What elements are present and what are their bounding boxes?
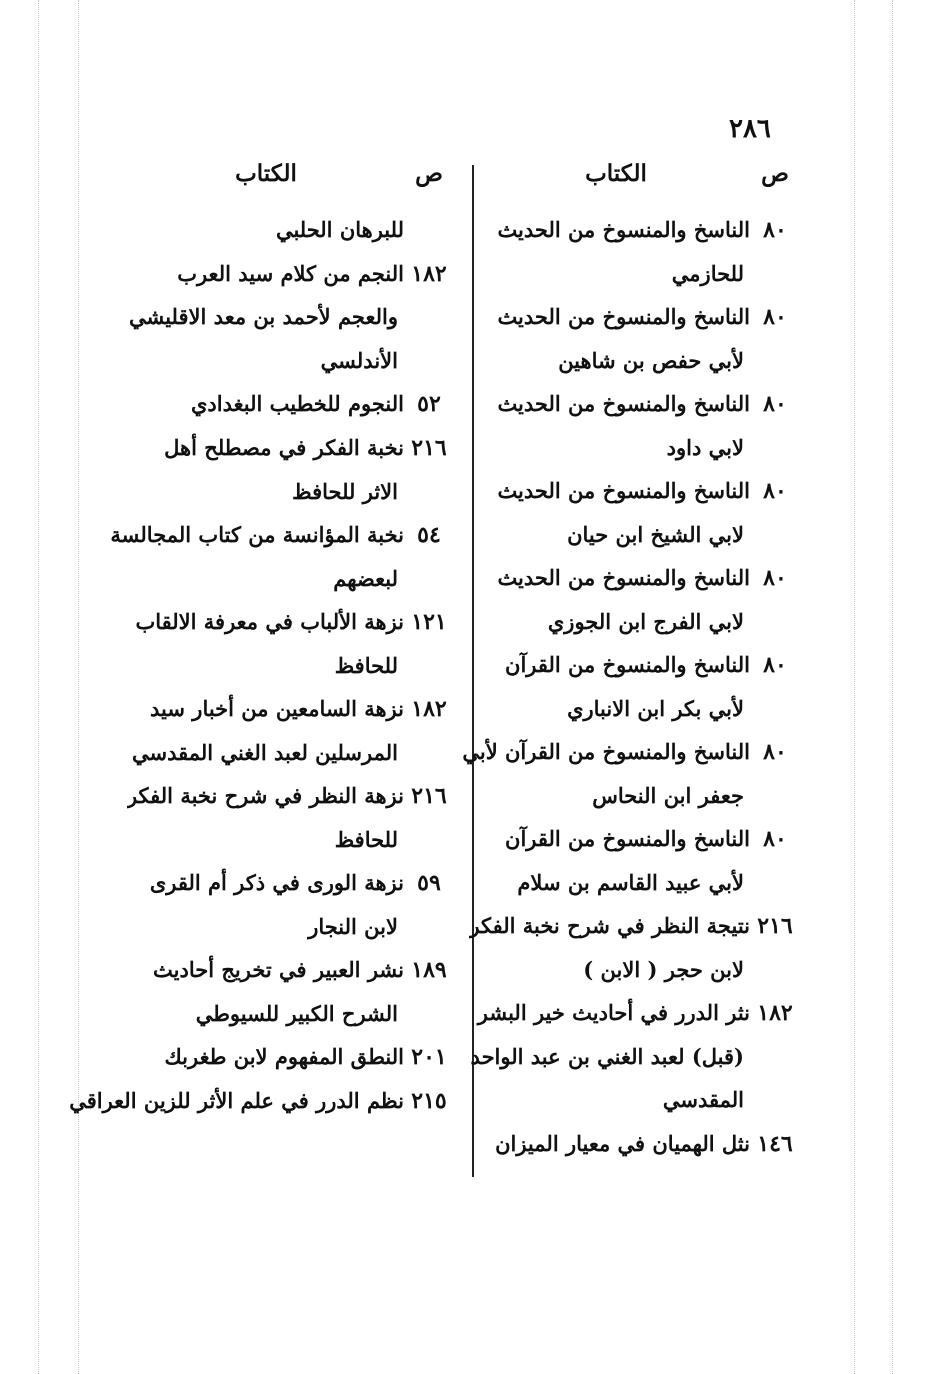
entry-title-line: الناسخ والمنسوخ من القرآن	[505, 826, 750, 851]
index-entry	[482, 208, 800, 295]
entry-title-line: لبعضهم	[333, 565, 398, 591]
entry-title	[482, 382, 750, 469]
entry-title-line: الأندلسي	[320, 347, 398, 373]
entry-title-line: الناسخ والمنسوخ من الحديث	[497, 565, 750, 590]
entry-title-line: نثر الدرر في أحاديث خير البشر	[477, 1000, 750, 1025]
scan-dotted-line	[38, 0, 39, 1374]
entry-title-line: لأبي عبيد القاسم بن سلام	[517, 869, 744, 895]
scan-dotted-line	[892, 0, 893, 1374]
entry-page-number: ٨٠	[763, 478, 787, 504]
entry-page-number: ١٨٩	[411, 957, 447, 983]
entry-title-line: المرسلين لعبد الغني المقدسي	[132, 739, 398, 765]
entry-title-line: النطق المفهوم لابن طغربك	[164, 1044, 404, 1069]
index-entry	[128, 252, 454, 383]
entry-title-line: الناسخ والمنسوخ من القرآن لأبي	[462, 739, 750, 764]
left-entries	[69, 208, 454, 1123]
entry-page-number: ٢١٦	[411, 783, 447, 809]
entry-title	[482, 208, 750, 295]
index-entry	[482, 817, 800, 904]
entry-title	[128, 687, 404, 774]
entry-title	[128, 426, 404, 513]
entry-title	[128, 948, 404, 1035]
entry-title-line: المقدسي	[662, 1087, 744, 1112]
index-entry	[469, 904, 800, 991]
entry-title-line: النجم من كلام سيد العرب	[177, 260, 404, 286]
index-entry	[128, 948, 454, 1035]
entry-title-line: نزهة الألباب في معرفة الالقاب	[135, 609, 404, 634]
page-number: ٢٨٦	[729, 114, 771, 144]
entry-title	[128, 382, 404, 426]
entry-title-line: نزهة الورى في ذكر أم القرى	[149, 870, 404, 895]
entry-title	[128, 252, 404, 383]
entry-title	[482, 469, 750, 556]
page-header: ص	[415, 160, 443, 187]
entry-page-number: ٢١٦	[757, 913, 793, 939]
index-entry	[128, 774, 454, 861]
right-entries	[462, 208, 800, 1166]
entry-page-number: ٨٠	[763, 304, 787, 330]
index-entry	[69, 1079, 454, 1123]
index-entry	[482, 643, 800, 730]
index-entry	[128, 382, 454, 426]
index-entry	[482, 469, 800, 556]
left-column	[69, 160, 454, 1123]
entry-title-line: نزهة النظر في شرح نخبة الفكر	[126, 783, 404, 808]
right-column-header	[482, 160, 800, 208]
entry-title	[482, 556, 750, 643]
entry-page-number: ٥٢	[417, 391, 441, 417]
entry-page-number: ٥٤	[417, 522, 441, 548]
entry-title-line: للحافظ	[334, 652, 398, 678]
entry-title-line: جعفر ابن النحاس	[592, 782, 744, 808]
entry-title-line: لابي الفرج ابن الجوزي	[547, 608, 744, 634]
scan-dotted-line	[78, 0, 79, 1374]
index-entry	[128, 426, 454, 513]
index-entry	[128, 208, 454, 252]
entry-title-line: لابي داود	[666, 434, 744, 460]
entry-title	[469, 904, 750, 991]
left-column-header	[128, 160, 454, 208]
index-entry	[482, 556, 800, 643]
entry-title-line: (قبل) لعبد الغني بن عبد الواحد	[470, 1043, 744, 1069]
entry-page-number: ٨٠	[763, 565, 787, 591]
index-entry	[482, 382, 800, 469]
entry-title	[462, 730, 750, 817]
index-entry	[128, 861, 454, 948]
entry-title-line: نتيجة النظر في شرح نخبة الفكر	[469, 913, 750, 938]
entry-title-line: لأبي بكر ابن الانباري	[567, 695, 744, 721]
entry-title-line: نخبة المؤانسة من كتاب المجالسة	[110, 522, 404, 547]
entry-title-line: لابن النجار	[308, 913, 398, 939]
entry-page-number: ٨٠	[763, 826, 787, 852]
entry-title	[471, 991, 750, 1122]
entry-page-number: ٨٠	[763, 739, 787, 765]
entry-page-number: ١٨٢	[757, 1000, 793, 1026]
page-header: ص	[761, 160, 789, 187]
entry-title-line: للحافظ	[334, 826, 398, 852]
entry-title-line: لابي الشيخ ابن حيان	[567, 521, 744, 547]
index-entry	[482, 295, 800, 382]
scan-dotted-line	[854, 0, 855, 1374]
entry-page-number: ٨٠	[763, 391, 787, 417]
entry-title-line: للحازمي	[671, 260, 744, 286]
entry-title	[128, 600, 404, 687]
entry-title-line: الاثر للحافظ	[292, 478, 398, 504]
entry-title	[69, 1079, 404, 1123]
entry-title-line: الناسخ والمنسوخ من الحديث	[497, 304, 750, 329]
entry-title-line: نظم الدرر في علم الأثر للزين العراقي	[69, 1088, 404, 1113]
entry-page-number: ٢١٦	[411, 435, 447, 461]
index-entry	[462, 730, 800, 817]
entry-title-line: الشرح الكبير للسيوطي	[195, 1000, 398, 1026]
entry-page-number: ٢١٥	[411, 1088, 447, 1114]
entry-page-number: ٢٠١	[411, 1044, 447, 1070]
entry-title-line: والعجم لأحمد بن معد الاقليشي	[128, 304, 398, 329]
title-header: الكتاب	[235, 160, 297, 187]
entry-title-line: نشر العبير في تخريج أحاديث	[153, 957, 404, 982]
entry-title-line: لأبي حفص بن شاهين	[558, 347, 744, 373]
entry-title-line: الناسخ والمنسوخ من الحديث	[497, 217, 750, 242]
right-column	[462, 160, 800, 1166]
title-header: الكتاب	[585, 160, 647, 187]
entry-page-number: ٥٩	[417, 870, 441, 896]
entry-title	[482, 643, 750, 730]
index-entry	[482, 1122, 800, 1166]
entry-page-number: ١٤٦	[757, 1130, 793, 1157]
entry-title-line: النجوم للخطيب البغدادي	[190, 391, 404, 416]
entry-page-number: ١٨٢	[411, 260, 447, 287]
entry-title	[110, 513, 404, 600]
entry-title-line: نزهة السامعين من أخبار سيد	[150, 696, 404, 721]
entry-page-number: ١٨٢	[411, 696, 447, 722]
entry-title-line: نخبة الفكر في مصطلح أهل	[164, 435, 404, 460]
entry-page-number: ٨٠	[763, 652, 787, 678]
entry-title	[128, 1035, 404, 1079]
index-entry	[110, 513, 454, 600]
entry-title	[128, 861, 404, 948]
entry-title	[127, 774, 404, 861]
index-entry	[128, 1035, 454, 1079]
index-entry	[470, 991, 800, 1122]
entry-title	[482, 817, 750, 904]
entry-title-line: لابن حجر ( الابن )	[583, 956, 744, 982]
entry-page-number: ٨٠	[763, 217, 787, 243]
index-entry	[128, 600, 454, 687]
entry-title-line: للبرهان الحلبي	[275, 217, 404, 242]
entry-title-line: الناسخ والمنسوخ من الحديث	[497, 478, 750, 503]
entry-title	[482, 295, 750, 382]
entry-title-line: الناسخ والمنسوخ من القرآن	[505, 652, 750, 677]
entry-title-line: نثل الهميان في معيار الميزان	[495, 1130, 750, 1156]
index-entry	[128, 687, 454, 774]
entry-title	[128, 208, 404, 252]
entry-title	[482, 1122, 750, 1166]
entry-page-number: ١٢١	[411, 609, 447, 635]
entry-title-line: الناسخ والمنسوخ من الحديث	[497, 391, 750, 416]
